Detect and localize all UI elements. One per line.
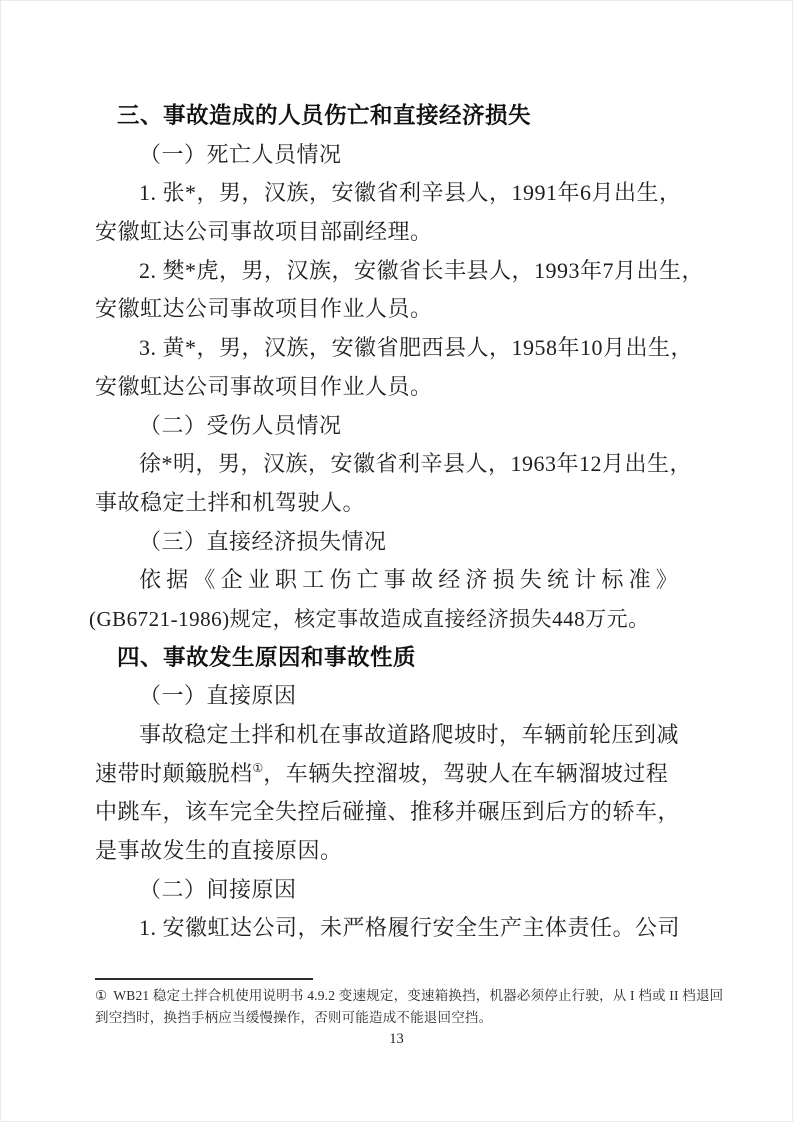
section-3-sub-1-heading: （一）死亡人员情况 xyxy=(139,141,342,167)
footnote-reference-marker: ① xyxy=(252,760,264,775)
economic-loss-line-2: (GB6721-1986)规定，核定事故造成直接经济损失448万元。 xyxy=(89,606,650,631)
deceased-person-2-line-2: 安徽虹达公司事故项目作业人员。 xyxy=(95,296,433,322)
section-4-sub-2-heading: （二）间接原因 xyxy=(139,876,297,902)
footnote-line-1-text: WB21 稳定土拌合机使用说明书 4.9.2 变速规定，变速箱换挡，机器必须停止行驶，从 I 档或 II 档退回 xyxy=(113,988,724,1003)
footnote-line-2: 到空挡时，换挡手柄应当缓慢操作，否则可能造成不能退回空挡。 xyxy=(95,1009,493,1025)
footnote-line-1 xyxy=(95,985,735,1007)
report-body xyxy=(89,97,705,948)
page-number: 13 xyxy=(389,1031,404,1047)
direct-cause-line-1: 事故稳定土拌和机在事故道路爬坡时，车辆前轮压到减 xyxy=(139,722,680,747)
direct-cause-line-2 xyxy=(95,755,687,794)
footnote-marker: ① xyxy=(95,988,108,1003)
deceased-person-1-line-1: 1. 张*，男，汉族，安徽省利辛县人，1991年6月出生， xyxy=(139,180,682,206)
deceased-person-3-line-2: 安徽虹达公司事故项目作业人员。 xyxy=(95,373,433,399)
deceased-person-2-line-1: 2. 樊*虎，男，汉族，安徽省长丰县人，1993年7月出生， xyxy=(139,257,705,283)
footnote-area xyxy=(95,978,735,1028)
direct-cause-line-2-text: 速带时颠簸脱档 xyxy=(95,760,253,786)
direct-cause-line-3: 中跳车，该车完全失控后碰撞、推移并碾压到后方的轿车， xyxy=(95,799,681,825)
injured-person-line-2: 事故稳定土拌和机驾驶人。 xyxy=(95,489,366,515)
economic-loss-line-1: 依据《企业职工伤亡事故经济损失统计标准》 xyxy=(139,567,684,593)
footnote-divider xyxy=(95,978,313,980)
section-3-heading: 三、事故造成的人员伤亡和直接经济损失 xyxy=(117,103,532,128)
direct-cause-line-4: 是事故发生的直接原因。 xyxy=(95,838,343,864)
deceased-person-1-line-2: 安徽虹达公司事故项目部副经理。 xyxy=(95,219,433,245)
indirect-cause-line-1: 1. 安徽虹达公司，未严格履行安全生产主体责任。公司 xyxy=(139,915,681,941)
injured-person-line-1: 徐*明，男，汉族，安徽省利辛县人，1963年12月出生， xyxy=(139,451,693,477)
section-3-sub-2-heading: （二）受伤人员情况 xyxy=(139,412,342,438)
section-4-heading: 四、事故发生原因和事故性质 xyxy=(117,644,417,670)
deceased-person-3-line-1: 3. 黄*，男，汉族，安徽省肥西县人，1958年10月出生， xyxy=(139,335,694,361)
direct-cause-line-2-cont: ，车辆失控溜坡，驾驶人在车辆溜坡过程 xyxy=(263,760,669,786)
section-4-sub-1-heading: （一）直接原因 xyxy=(139,683,297,709)
section-3-sub-3-heading: （三）直接经济损失情况 xyxy=(139,528,387,554)
